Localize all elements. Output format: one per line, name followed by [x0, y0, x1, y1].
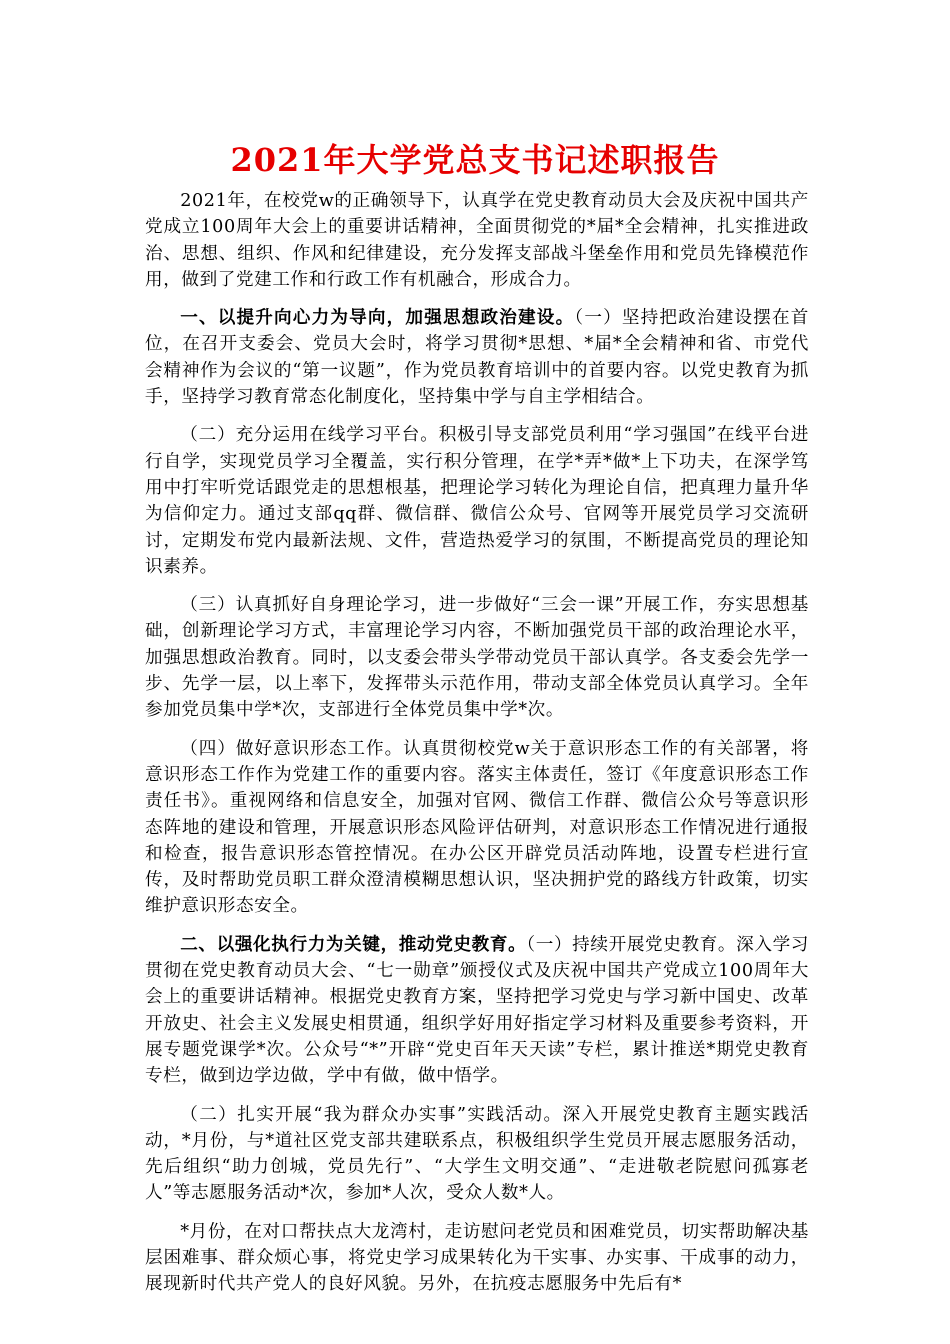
paragraph-section-2	[145, 932, 809, 1090]
paragraph-text: *月份，在对口帮扶点大龙湾村，走访慰问老党员和困难党员，切实帮助解决基层困难事、群众烦心事，将党史学习成果转化为干实事、办实事、干成事的动力，展现新时代共产党人的良好风貌。另外，在抗疫志愿服务中先后有*	[145, 1221, 809, 1295]
paragraph-text: （一）持续开展党史教育。深入学习贯彻在党史教育动员大会、“七一勋章”颁授仪式及庆祝中国共产党成立100周年大会上的重要讲话精神。根据党史教育方案，坚持把学习党史与学习新中国史、改革开放史、社会主义发展史相贯通，组织学好用好指定学习材料及重要参考资料，开展专题党课学*次。公众号“*”开辟“党史百年天天读”专栏，累计推送*期党史教育专栏，做到边学边做，学中有做，做中悟学。	[145, 934, 809, 1087]
paragraph-ideology-work	[145, 736, 809, 920]
paragraph-text: 2021年，在校党w的正确领导下，认真学在党史教育动员大会及庆祝中国共产党成立100周年大会上的重要讲话精神，全面贯彻党的*届*全会精神，扎实推进政治、思想、组织、作风和纪律建设，充分发挥支部战斗堡垒作用和党员先锋模范作用，做到了党建工作和行政工作有机融合，形成合力。	[145, 191, 809, 290]
paragraph-text: （三）认真抓好自身理论学习，进一步做好“三会一课”开展工作，夯实思想基础，创新理论学习方式，丰富理论学习内容，不断加强党员干部的政治理论水平，加强思想政治教育。同时，以支委会带头学带动党员干部认真学。各支委会先学一步、先学一层，以上率下，发挥带头示范作用，带动支部全体党员认真学习。全年参加党员集中学*次，支部进行全体党员集中学*次。	[145, 595, 809, 721]
section-heading: 二、以强化执行力为关键，推动党史教育。	[180, 933, 527, 955]
paragraph-online-learning	[145, 422, 809, 580]
paragraph-text: （四）做好意识形态工作。认真贯彻校党w关于意识形态工作的有关部署，将意识形态工作作为党建工作的重要内容。落实主体责任，签订《年度意识形态工作责任书》。重视网络和信息安全，加强对官网、微信工作群、微信公众号等意识形态阵地的建设和管理，开展意识形态风险评估研判，对意识形态工作情况进行通报和检查，报告意识形态管控情况。在办公区开辟党员活动阵地，设置专栏进行宣传，及时帮助党员职工群众澄清模糊思想认识，坚决拥护党的路线方针政策，切实维护意识形态安全。	[145, 738, 809, 917]
section-heading: 一、以提升向心力为导向，加强思想政治建设。	[180, 307, 575, 329]
paragraph-assistance-visit	[145, 1219, 809, 1298]
paragraph-intro	[145, 188, 809, 293]
paragraph-section-1	[145, 305, 809, 410]
document-body	[145, 188, 809, 1310]
paragraph-practice-activities	[145, 1102, 809, 1207]
paragraph-theory-study	[145, 592, 809, 723]
document-title: 2021年大学党总支书记述职报告	[230, 141, 720, 179]
paragraph-text: （二）充分运用在线学习平台。积极引导支部党员利用“学习强国”在线平台进行自学，实现党员学习全覆盖，实行积分管理，在学*弄*做*上下功夫，在深学笃用中打牢听党话跟党走的思想根基，把理论学习转化为理论自信，把真理力量升华为信仰定力。通过支部qq群、微信群、微信公众号、官网等开展党员学习交流研讨，定期发布党内最新法规、文件，营造热爱学习的氛围，不断提高党员的理论知识素养。	[145, 425, 809, 577]
paragraph-text: （一）坚持把政治建设摆在首位，在召开支委会、党员大会时，将学习贯彻*思想、*届*全会精神和省、市党代会精神作为会议的“第一议题”，作为党员教育培训中的首要内容。以党史教育为抓手，坚持学习教育常态化制度化，坚持集中学与自主学相结合。	[145, 308, 809, 408]
paragraph-text: （二）扎实开展“我为群众办实事”实践活动。深入开展党史教育主题实践活动，*月份，与*道社区党支部共建联系点，积极组织学生党员开展志愿服务活动，先后组织“助力创城，党员先行”、“大学生文明交通”、“走进敬老院慰问孤寡老人”等志愿服务活动*次，参加*人次，受众人数*人。	[145, 1104, 809, 1204]
